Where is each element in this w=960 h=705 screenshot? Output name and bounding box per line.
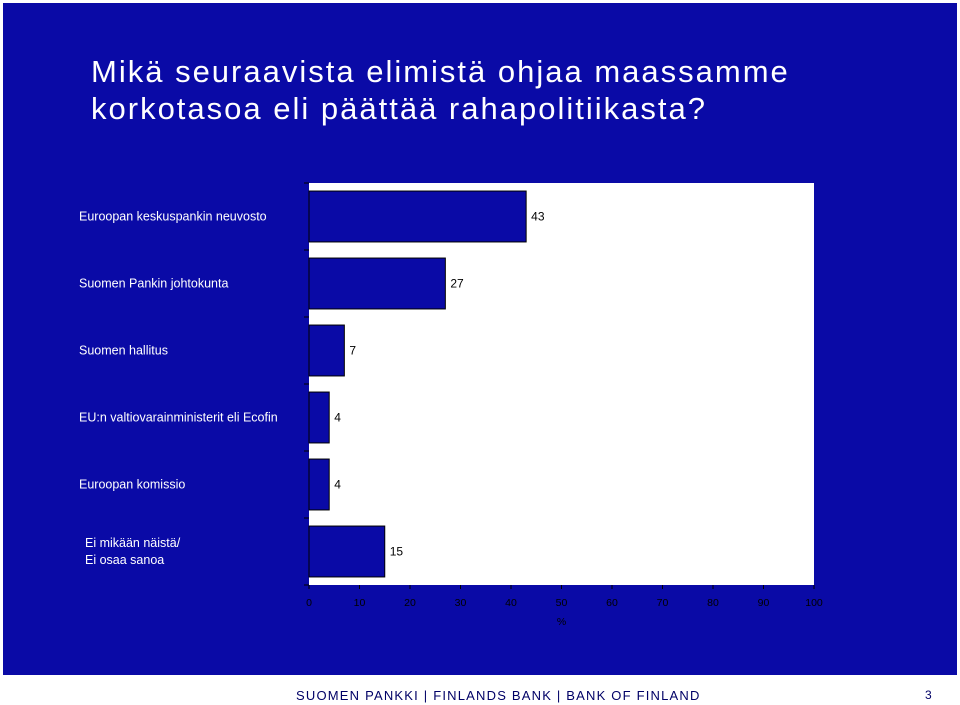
x-tick-label: 40 [505,597,517,609]
x-tick-label: 70 [656,597,669,609]
value-label: 4 [334,477,341,492]
bar [309,191,526,242]
value-label: 15 [389,544,404,559]
x-tick-label: 80 [707,597,719,609]
x-tick-label: 100 [805,597,823,609]
x-tick-label: 90 [757,597,770,609]
bar [309,325,344,376]
x-tick-label: 30 [454,597,467,609]
x-tick-label: 20 [404,597,416,609]
bar [309,392,329,443]
x-tick-label: 50 [555,597,568,609]
category-label: Ei mikään näistä/ [85,536,181,550]
category-label: EU:n valtiovarainministerit eli Ecofin [79,410,278,425]
value-label: 4 [334,410,341,425]
plot-area [309,183,814,585]
page-number: 3 [925,688,932,702]
footer [0,688,960,705]
x-tick-label: 10 [353,597,366,609]
footer-bank-name: SUOMEN PANKKI | FINLANDS BANK | BANK OF FINLAND [296,688,701,703]
bar [309,526,385,577]
category-label: Ei osaa sanoa [85,553,165,567]
x-tick-label: 60 [606,597,618,609]
x-tick-label: 0 [306,597,312,609]
category-label: Suomen Pankin johtokunta [79,276,229,291]
bar [309,258,445,309]
category-label: Euroopan keskuspankin neuvosto [79,209,267,224]
value-label: 43 [531,209,545,224]
title-line-1: Mikä seuraavista elimistä ohjaa maassamme [91,54,790,89]
category-label: Euroopan komissio [79,477,186,492]
title-line-2: korkotasoa eli päättää rahapolitiikasta? [91,91,707,126]
value-label: 27 [450,276,464,291]
value-label: 7 [349,343,357,358]
category-label: Suomen hallitus [79,343,168,358]
x-axis-label: % [556,616,567,628]
bar [309,459,329,510]
